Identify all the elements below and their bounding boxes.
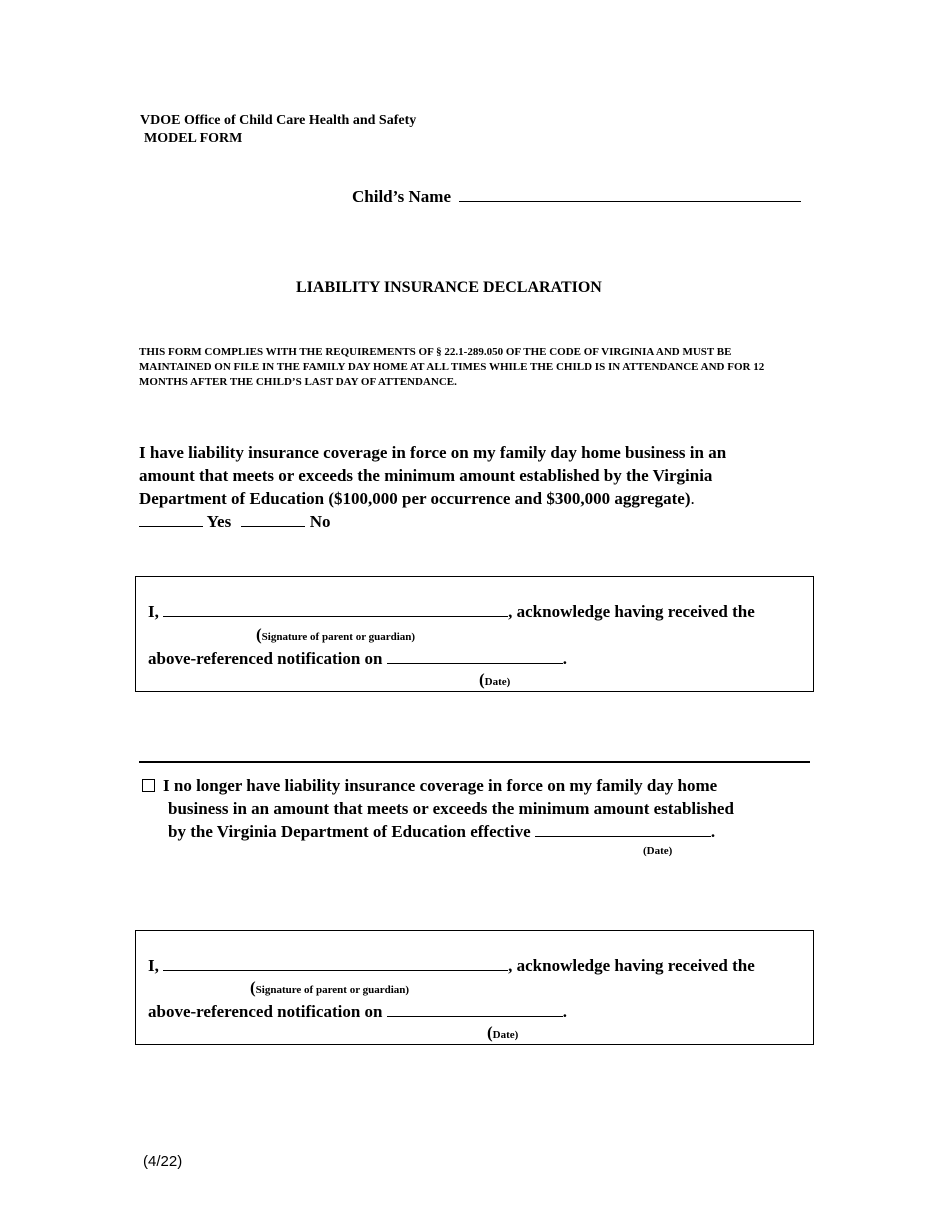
- no-longer-line-3-period: .: [710, 822, 716, 841]
- child-name-row: [352, 187, 801, 207]
- ack1-line-1: [148, 600, 755, 623]
- ack2-date-caption: [487, 1023, 518, 1043]
- yes-label: Yes: [206, 512, 232, 531]
- declaration-line-3: [139, 487, 695, 510]
- ack2-suffix: , acknowledge having received the: [508, 956, 755, 975]
- ack2-line-2-text: above-referenced notification on: [148, 1002, 383, 1021]
- ack2-line-2-period: .: [562, 1002, 567, 1021]
- acknowledgement-box-2: [135, 930, 814, 1045]
- ack2-signature-field[interactable]: [163, 956, 508, 971]
- ack1-line-2-text: above-referenced notification on: [148, 649, 383, 668]
- declaration-line-3-period: .: [690, 489, 695, 508]
- ack1-line-2: [148, 647, 567, 670]
- ack2-date-caption-open: (: [487, 1023, 493, 1042]
- no-longer-line-3: [168, 820, 715, 843]
- ack2-line-1: [148, 954, 755, 977]
- section-divider: [139, 761, 810, 763]
- ack1-prefix: I,: [148, 602, 159, 621]
- yes-no-row: [139, 510, 330, 533]
- ack1-date-caption-text: Date): [484, 676, 511, 688]
- no-longer-line-1-text: I no longer have liability insurance coverage in force on my family day home: [163, 776, 718, 795]
- declaration-line-3-text: Department of Education ($100,000 per occurrence and $300,000 aggregate): [139, 489, 691, 508]
- ack2-date-caption-text: Date): [492, 1029, 519, 1041]
- revision-date: (4/22): [143, 1153, 183, 1170]
- no-blank[interactable]: [241, 512, 305, 527]
- ack1-suffix: , acknowledge having received the: [508, 602, 755, 621]
- ack2-line-2: [148, 1000, 567, 1023]
- no-longer-line-3-text: by the Virginia Department of Education effective: [168, 822, 531, 841]
- declaration-line-2: amount that meets or exceeds the minimum amount established by the Virginia: [139, 466, 713, 485]
- form-title: LIABILITY INSURANCE DECLARATION: [296, 279, 602, 296]
- no-longer-effective-date-field[interactable]: [535, 822, 711, 837]
- acknowledgement-box-1: [135, 576, 814, 692]
- ack1-line-2-period: .: [562, 649, 567, 668]
- ack1-date-field[interactable]: [387, 649, 563, 664]
- ack1-signature-caption-text: Signature of parent or guardian): [261, 631, 416, 643]
- child-name-field[interactable]: [459, 187, 801, 202]
- no-longer-date-caption: (Date): [643, 845, 673, 857]
- child-name-label: Child’s Name: [352, 187, 452, 206]
- yes-blank[interactable]: [139, 512, 203, 527]
- ack1-date-caption: [479, 670, 510, 690]
- no-longer-line-1: [142, 774, 717, 797]
- no-longer-line-2: business in an amount that meets or exceeds the minimum amount established: [168, 799, 734, 818]
- ack1-signature-field[interactable]: [163, 602, 508, 617]
- compliance-notice: THIS FORM COMPLIES WITH THE REQUIREMENTS OF § 22.1-289.050 OF THE CODE OF VIRGINIA AND MUST BE MAINTAINED ON FILE IN THE FAMILY DAY HOME AT ALL TIMES WHILE THE CHILD IS IN ATTENDANCE AND FOR 12 MONTHS AFTER THE CHILD’S LAST DAY OF ATTENDANCE.: [139, 346, 765, 388]
- form-type: MODEL FORM: [144, 131, 243, 146]
- no-label: No: [309, 512, 331, 531]
- office-name: VDOE Office of Child Care Health and Safety: [140, 113, 417, 128]
- ack2-prefix: I,: [148, 956, 159, 975]
- ack2-date-field[interactable]: [387, 1002, 563, 1017]
- ack1-date-caption-open: (: [479, 670, 485, 689]
- ack2-signature-caption-text: Signature of parent or guardian): [255, 984, 410, 996]
- ack1-signature-caption-open: (: [256, 625, 262, 644]
- ack2-signature-caption: [250, 978, 409, 998]
- no-longer-checkbox[interactable]: [142, 779, 155, 792]
- declaration-line-1: I have liability insurance coverage in force on my family day home business in an: [139, 443, 727, 462]
- ack1-signature-caption: [256, 625, 415, 645]
- ack2-signature-caption-open: (: [250, 978, 256, 997]
